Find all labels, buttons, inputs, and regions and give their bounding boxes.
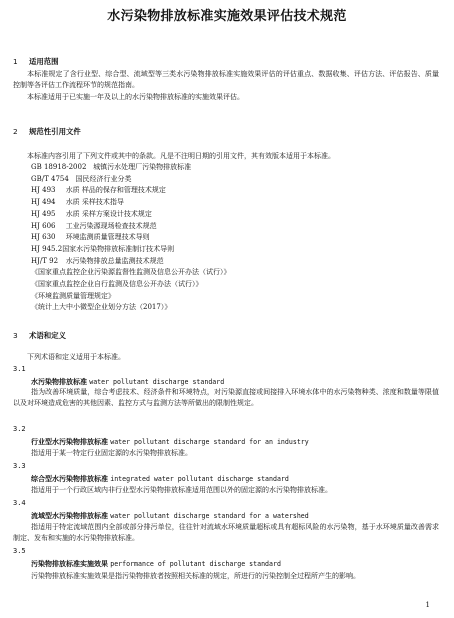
section-title: 适用范围	[29, 57, 59, 66]
term-chinese: 综合型水污染物排放标准	[31, 475, 108, 483]
definition-text: 指适用于特定流域范围内全部或部分排污单位，往往针对流域水环境质量超标或具有超标风险的水污染物，基于水环境质量改善需求制定、发布和实施的水污染物排放标准。	[13, 523, 439, 543]
section-2-heading	[13, 126, 81, 137]
reference-name: 《环境监测质量管理规定》	[31, 291, 115, 300]
definition-text: 指适用于某一特定行业固定源的水污染物排放标准。	[31, 449, 192, 457]
definition-text: 指为改善环境质量，综合考虑技术、经济条件和环境特点，对污染源直接或间接排入环境水体中的水污染物种类、浓度和数量等限值以及对环境造成危害的其他因素、监控方式与监测方法等所做出的限制性规定。	[13, 388, 439, 408]
term-definition	[13, 387, 439, 410]
paragraph-text: 下列术语和定义适用于本标准。	[27, 353, 125, 361]
reference-code: GB 18918-2002	[31, 163, 87, 171]
reference-item	[31, 279, 441, 291]
section-number: 3	[13, 331, 18, 340]
term-heading	[31, 437, 309, 447]
term-english: integrated water pollutant discharge standard	[110, 475, 289, 483]
term-chinese: 水污染物排放标准	[31, 378, 87, 386]
term-heading	[31, 377, 224, 387]
section-1-paragraph-2	[13, 92, 439, 103]
reference-item	[31, 221, 441, 233]
reference-name: 水质 采样方案设计技术规定	[65, 209, 152, 218]
paragraph-text: 本标准内容引用了下列文件或其中的条款。凡是不注明日期的引用文件，其有效版本适用于本标准。	[27, 152, 335, 160]
reference-name: 城镇污水处理厂污染物排放标准	[93, 163, 192, 171]
term-english: water pollutant discharge standard	[89, 378, 225, 386]
document-title: 水污染物排放标准实施效果评估技术规范	[107, 9, 347, 24]
term-number: 3.2	[13, 425, 26, 433]
section-1-paragraph-1	[13, 69, 439, 92]
reference-name: 水质 样品的保存和管理技术规定	[65, 186, 166, 195]
reference-item	[31, 267, 441, 279]
page-number: 1	[425, 601, 430, 609]
term-chinese: 流域型水污染物排放标准	[31, 512, 108, 520]
term-number: 3.4	[13, 499, 26, 507]
section-2-intro	[13, 151, 439, 162]
reference-item	[31, 232, 441, 244]
term-definition	[13, 522, 439, 545]
term-heading	[31, 474, 289, 484]
paragraph-text: 本标准规定了含行业型、综合型、流域型等三类水污染物排放标准实施效果评估的评估重点、数据收集、评估方法、评估报告、质量控制等各评估工作流程环节的规范指南。	[13, 70, 439, 90]
term-heading	[31, 511, 309, 521]
reference-name: 《国家重点监控企业自行监测及信息公开办法（试行）》	[31, 280, 203, 289]
term-number: 3.3	[13, 462, 26, 470]
section-number: 2	[13, 127, 18, 136]
section-3-intro	[13, 352, 439, 363]
reference-item	[31, 244, 441, 256]
reference-name: 《国家重点监控企业污染源监督性监测及信息公开办法（试行）》	[31, 268, 231, 277]
reference-code: HJ/T 92	[31, 256, 59, 265]
reference-name: 《统计上大中小微型企业划分方法（2017）》	[31, 303, 172, 312]
reference-code: HJ 495	[31, 209, 56, 218]
reference-code: HJ 606	[31, 221, 56, 230]
reference-code: HJ 630	[31, 233, 56, 242]
term-number: 3.5	[13, 547, 26, 555]
reference-list	[31, 162, 441, 314]
term-number: 3.1	[13, 365, 26, 373]
definition-text: 污染物排放标准实施效果是指污染物排放者按照相关标准的规定，所进行的污染控制全过程所产生的影响。	[31, 572, 360, 580]
term-english: performance of pollutant discharge standard	[110, 560, 281, 568]
reference-name: 国民经济行业分类	[75, 174, 132, 183]
term-chinese: 污染物排放标准实施效果	[31, 560, 108, 568]
paragraph-text: 本标准适用于已实施一年及以上的水污染物排放标准的实施效果评估。	[27, 93, 244, 101]
section-title: 术语和定义	[29, 331, 66, 340]
reference-item	[31, 209, 441, 221]
reference-item	[31, 162, 441, 174]
term-chinese: 行业型水污染物排放标准	[31, 438, 108, 446]
term-english: water pollutant discharge standard for an industry	[110, 438, 309, 446]
section-title: 规范性引用文件	[29, 127, 81, 136]
term-heading	[31, 559, 281, 569]
reference-item	[31, 256, 441, 268]
reference-name: 水污染物排放总量监测技术规范	[65, 256, 164, 265]
section-number: 1	[13, 57, 18, 66]
reference-item	[31, 185, 441, 197]
section-1-heading	[13, 56, 59, 67]
section-3-heading	[13, 330, 66, 341]
reference-code: GB/T 4754	[31, 174, 69, 183]
term-english: water pollutant discharge standard for a watershed	[110, 512, 309, 520]
reference-item	[31, 197, 441, 209]
reference-name: 国家水污染物排放标准制订技术导则	[62, 244, 175, 253]
reference-code: HJ 494	[31, 198, 56, 207]
reference-name: 环境监测质量管理技术导则	[65, 233, 150, 242]
reference-code: HJ 493	[31, 186, 56, 195]
reference-item	[31, 174, 441, 186]
definition-text: 指适用于一个行政区域内非行业型水污染物排放标准适用范围以外的固定源的水污染物排放标准。	[31, 486, 332, 494]
term-definition	[13, 448, 439, 459]
reference-name: 水质 采样技术指导	[65, 198, 124, 207]
reference-name: 工业污染源现场检查技术规范	[65, 221, 157, 230]
reference-code: HJ 945.2	[31, 244, 63, 253]
reference-item	[31, 302, 441, 314]
reference-item	[31, 291, 441, 303]
term-definition	[13, 485, 439, 496]
term-definition	[13, 571, 439, 582]
